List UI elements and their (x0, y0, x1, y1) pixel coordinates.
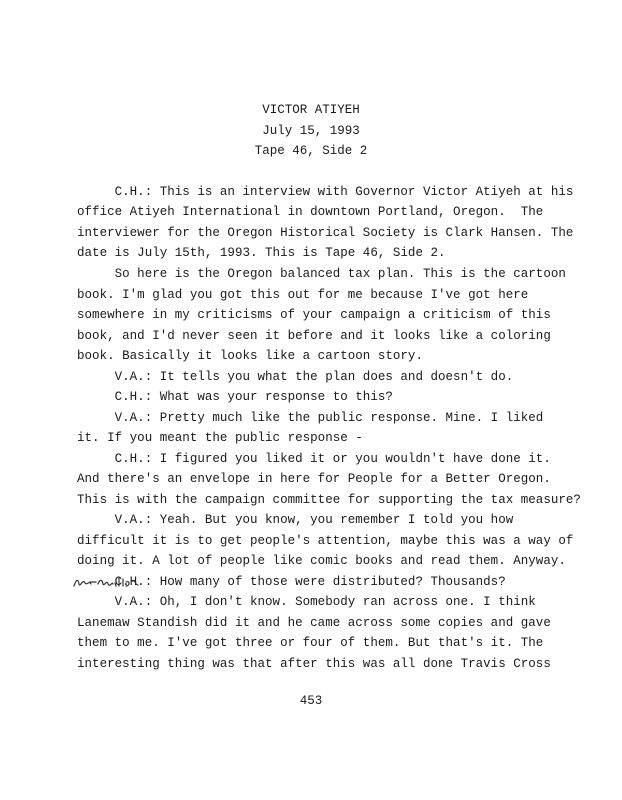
body-line: V.A.: It tells you what the plan does and doesn't do. (77, 370, 514, 384)
body-line: C.H.: How many of those were distributed? Thousands? (77, 575, 506, 589)
page-number: 453 (299, 694, 323, 708)
body-line: interesting thing was that after this was all done Travis Cross (77, 657, 551, 671)
body-line: book, and I'd never seen it before and it looks like a coloring (77, 329, 551, 343)
header-tape: Tape 46, Side 2 (254, 144, 368, 158)
header-date: July 15, 1993 (262, 124, 360, 138)
body-line: So here is the Oregon balanced tax plan. This is the cartoon (77, 267, 566, 281)
body-line: office Atiyeh International in downtown Portland, Oregon. The (77, 205, 544, 219)
body-line: date is July 15th, 1993. This is Tape 46, Side 2. (77, 246, 446, 260)
header-name: VICTOR ATIYEH (262, 103, 360, 117)
body-line: V.A.: Yeah. But you know, you remember I told you how (77, 513, 514, 527)
body-line: Lanemaw Standish did it and he came across some copies and gave (77, 616, 551, 630)
body-line: book. I'm glad you got this out for me because I've got here (77, 288, 529, 302)
body-line: doing it. A lot of people like comic books and read them. Anyway. (77, 554, 566, 568)
body-line: C.H.: I figured you liked it or you wouldn't have done it. (77, 452, 551, 466)
body-line: them to me. I've got three or four of them. But that's it. The (77, 636, 544, 650)
handwritten-annotation-mark (72, 572, 142, 592)
body-line: book. Basically it looks like a cartoon story. (77, 349, 423, 363)
body-line: difficult it is to get people's attention, maybe this was a way of (77, 534, 574, 548)
body-line: C.H.: This is an interview with Governor Victor Atiyeh at his (77, 185, 574, 199)
body-line: interviewer for the Oregon Historical Society is Clark Hansen. The (77, 226, 574, 240)
body-line: V.A.: Pretty much like the public response. Mine. I liked (77, 411, 544, 425)
body-line: And there's an envelope in here for People for a Better Oregon. (77, 472, 551, 486)
body-line: This is with the campaign committee for supporting the tax measure? (77, 493, 581, 507)
body-line: it. If you meant the public response - (77, 431, 363, 445)
body-line: somewhere in my criticisms of your campaign a criticism of this (77, 308, 551, 322)
body-line: C.H.: What was your response to this? (77, 390, 393, 404)
body-line: V.A.: Oh, I don't know. Somebody ran across one. I think (77, 595, 536, 609)
